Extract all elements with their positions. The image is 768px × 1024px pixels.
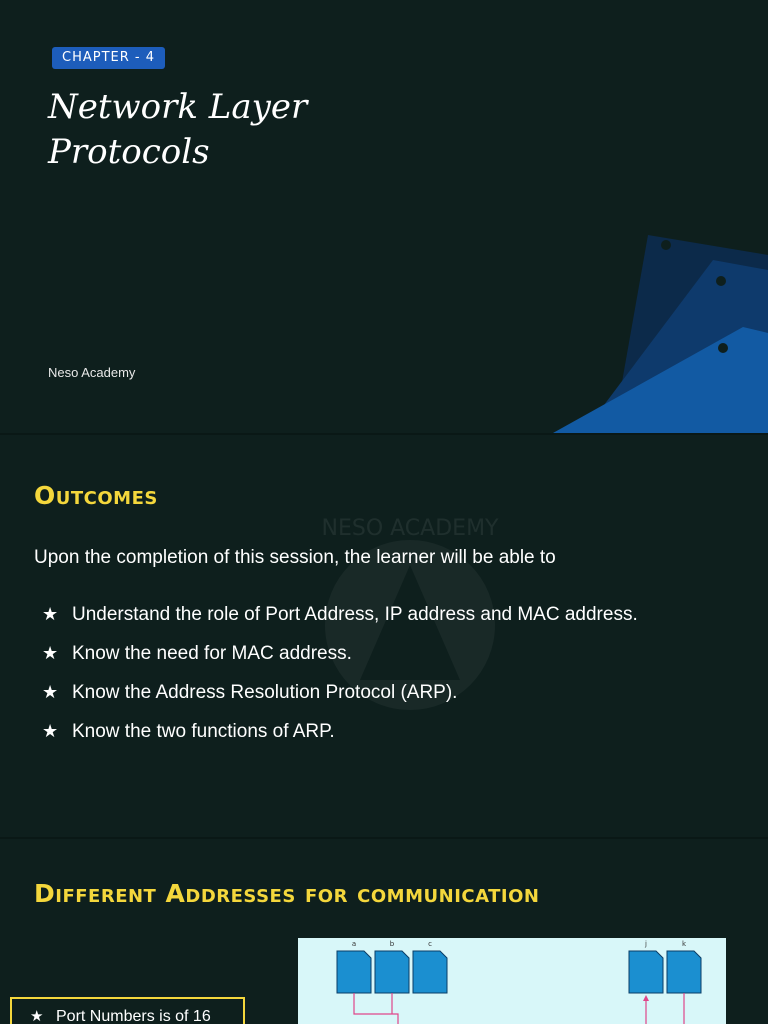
port-note-text: Port Numbers is of 16 [56,1008,211,1024]
star-icon: ★ [30,1008,44,1024]
diagram-label-a: a [351,940,357,948]
watermark-text: NESO ACADEMY [321,516,499,541]
star-icon: ★ [42,604,59,624]
star-icon: ★ [42,643,59,663]
diagram-label-b: b [389,940,395,948]
outcomes-intro: Upon the completion of this session, the learner will be able to [34,547,556,568]
document-j-icon [629,951,663,993]
title-line-1: Network Layer [48,87,308,127]
address-diagram [298,938,726,1024]
decorative-tags-graphic [553,225,768,433]
outcomes-list [42,595,638,751]
bullet-text: Understand the role of Port Address, IP address and MAC address. [72,603,638,625]
document-b-icon [375,951,409,993]
document-k-icon [667,951,701,993]
star-icon: ★ [42,682,59,702]
title-line-2: Protocols [48,132,210,172]
list-item [42,634,638,673]
document-a-icon [337,951,371,993]
list-item [42,712,638,751]
chapter-badge: CHAPTER - 4 [52,47,165,69]
bullet-text: Know the need for MAC address. [72,642,352,664]
star-icon: ★ [42,721,59,741]
outcomes-heading: Outcomes [34,481,158,510]
addresses-heading: Different Addresses for communication [34,879,540,908]
addresses-slide [0,839,768,1024]
list-item [42,673,638,712]
diagram-label-k: k [681,940,687,948]
deco-tag-middle-hole [716,276,726,286]
outcomes-slide [0,435,768,837]
diagram-label-c: c [428,940,432,948]
list-item [42,595,638,634]
deco-tag-front-hole [718,343,728,353]
author-label: Neso Academy [48,365,136,380]
slide-title [48,85,448,175]
deco-tag-back-hole [661,240,671,250]
title-slide [0,0,768,433]
bullet-text: Know the two functions of ARP. [72,720,335,742]
diagram-label-j: j [645,940,647,948]
port-note-box [10,997,245,1024]
document-c-icon [413,951,447,993]
bullet-text: Know the Address Resolution Protocol (ARP). [72,681,458,703]
